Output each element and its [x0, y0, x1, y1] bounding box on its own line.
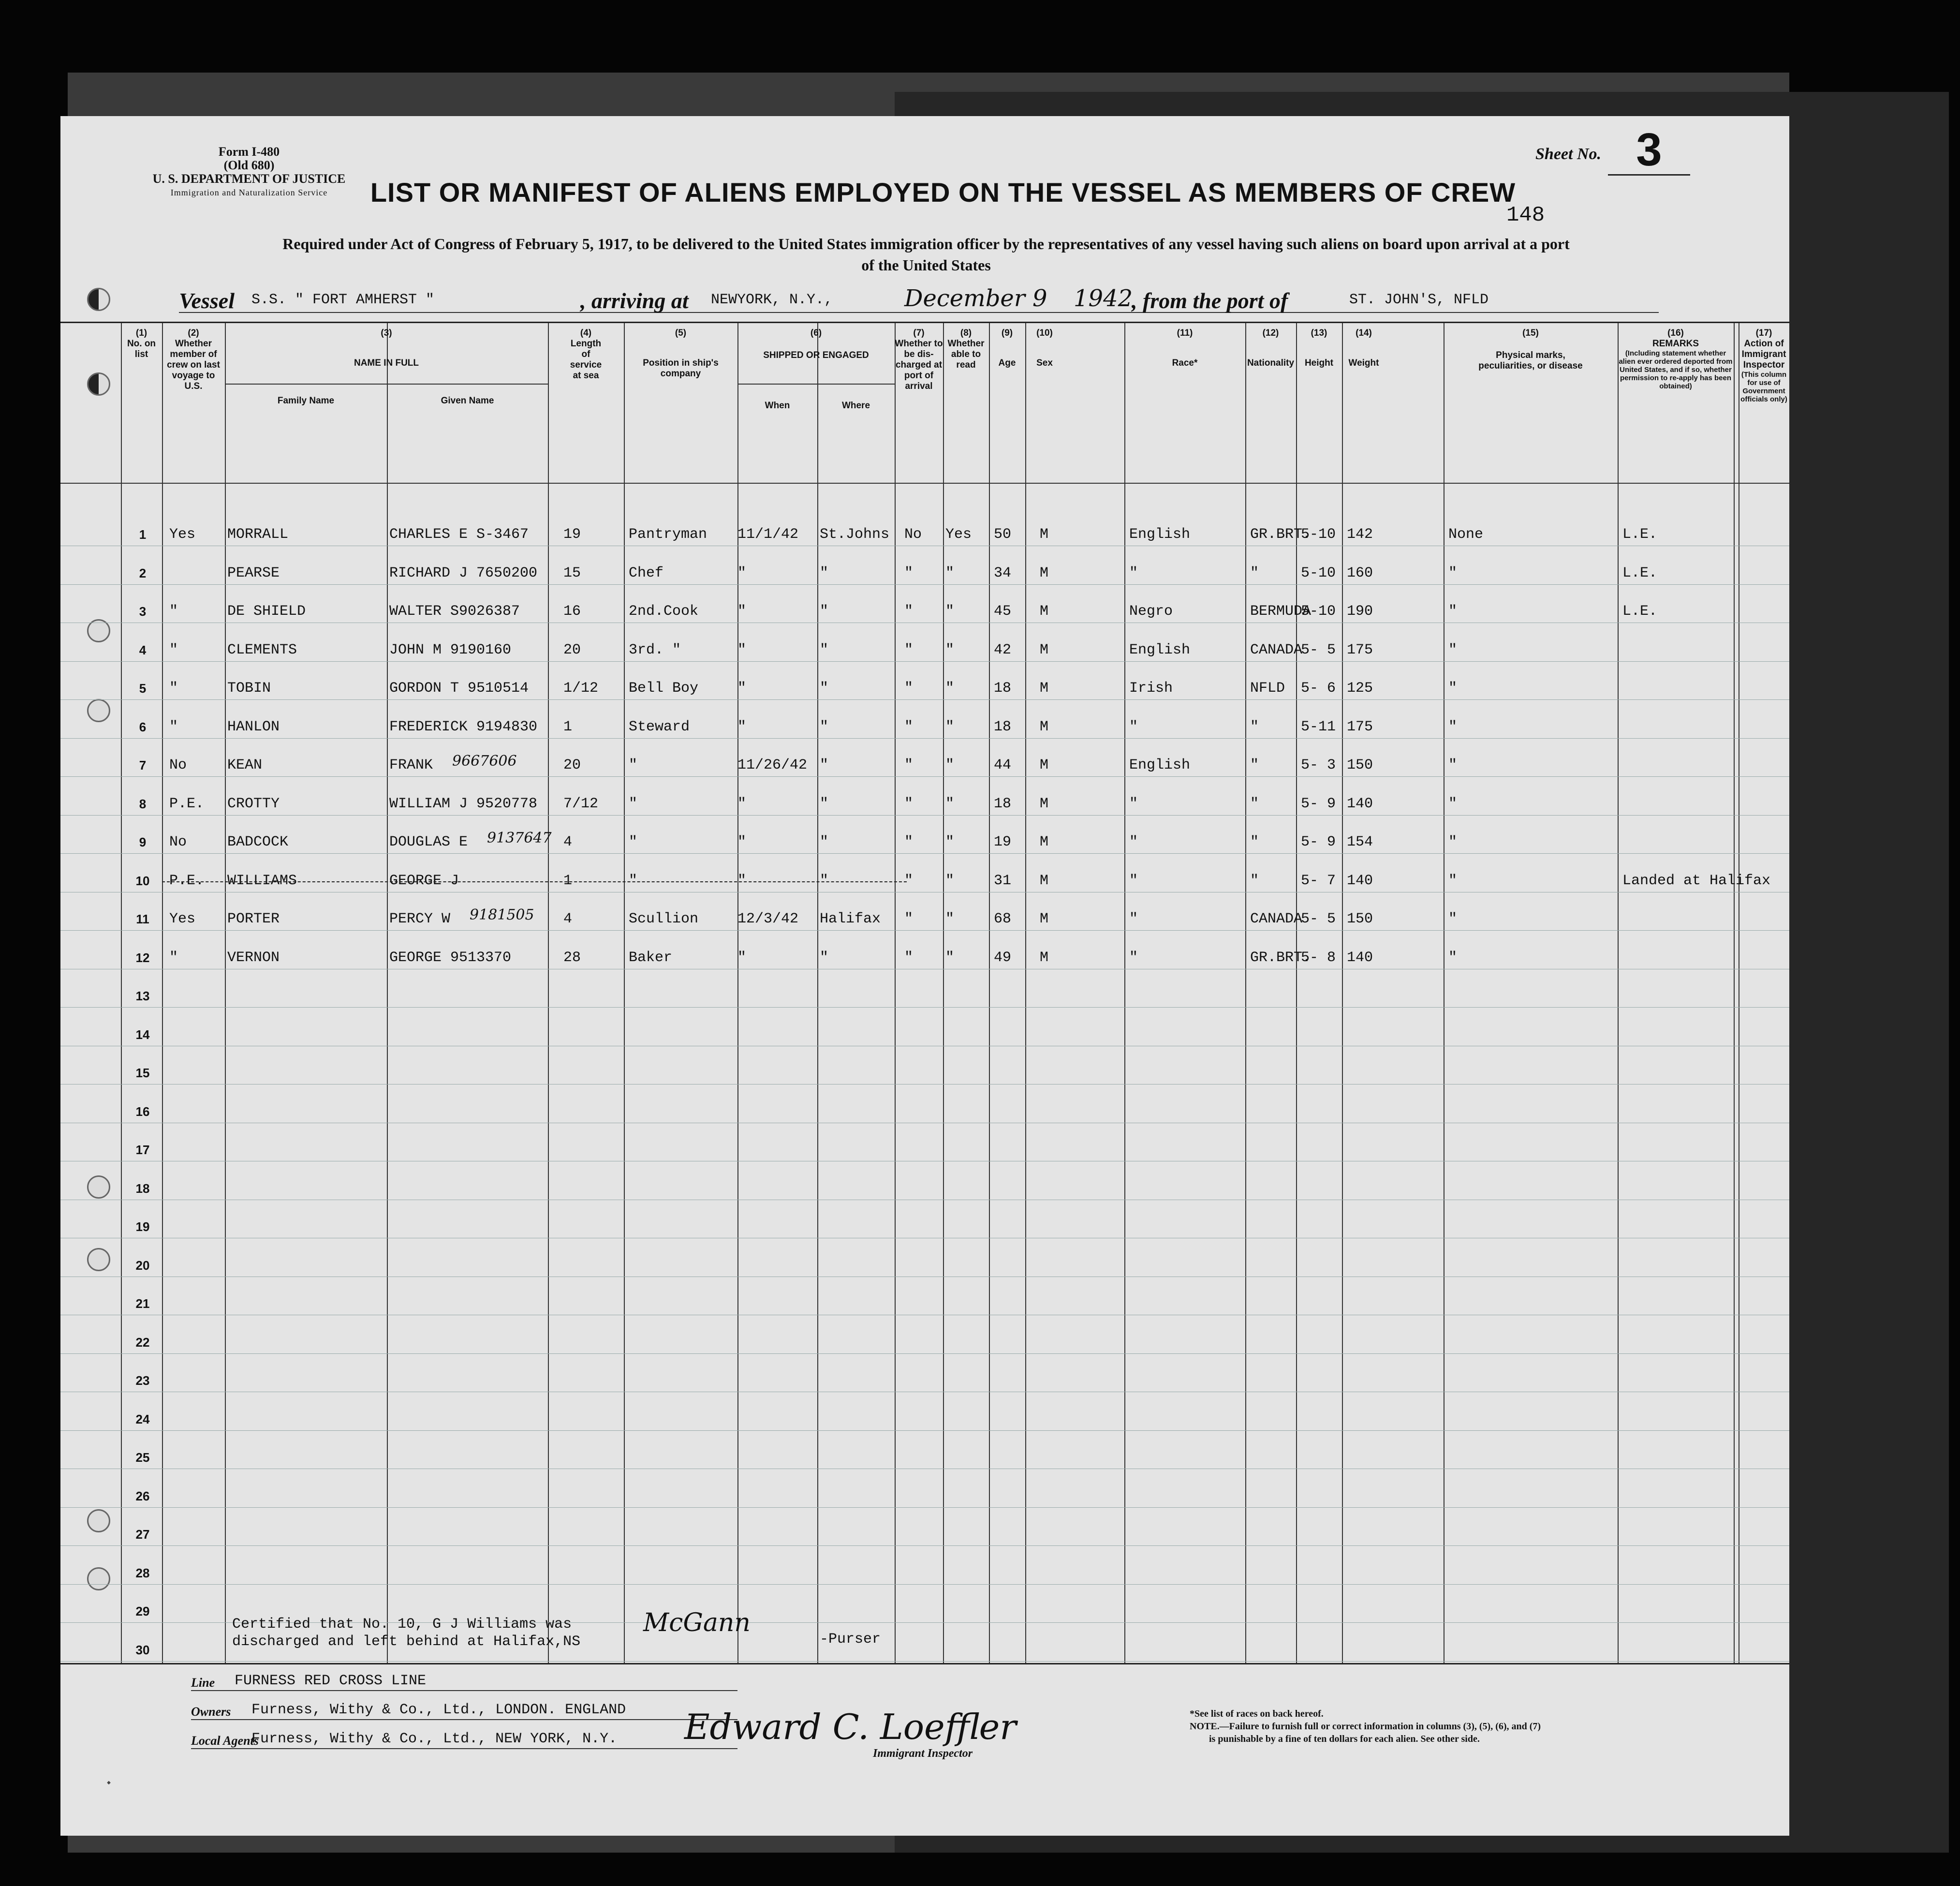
cell-where: "	[820, 795, 829, 812]
cell-nationality: "	[1250, 757, 1259, 773]
cell-discharged: "	[904, 680, 914, 697]
cell-given: GEORGE J	[389, 872, 459, 889]
arrival-month-day: December 9	[904, 285, 1047, 312]
cell-height: 5-11	[1301, 718, 1336, 735]
cell-discharged: "	[904, 949, 914, 966]
cell-position: Pantryman	[629, 526, 707, 543]
cell-read: "	[945, 834, 955, 850]
form-old-number: (Old 680)	[223, 158, 275, 172]
cell-height: 5-10	[1301, 603, 1336, 620]
cell-sex: M	[1040, 641, 1049, 658]
cell-height: 5-10	[1301, 564, 1336, 581]
cell-nationality: CANADA	[1250, 641, 1303, 658]
certification-text	[232, 1616, 580, 1650]
row-number: 26	[135, 1488, 150, 1503]
cell-age: 44	[994, 757, 1012, 773]
cell-age: 49	[994, 949, 1012, 966]
cell-family: TOBIN	[227, 680, 271, 697]
cell-discharged: "	[904, 795, 914, 812]
form-number: Form I-480	[218, 145, 280, 159]
col-header-where: Where	[841, 401, 870, 411]
cell-where: "	[820, 564, 829, 581]
cell-where: "	[820, 718, 829, 735]
cell-last-voyage: "	[169, 680, 178, 697]
cell-remarks: L.E.	[1622, 603, 1658, 620]
cell-remarks: L.E.	[1622, 526, 1658, 543]
cell-last-voyage: "	[169, 949, 178, 966]
cell-read: "	[945, 757, 955, 773]
cell-position: "	[629, 795, 638, 812]
cell-last-voyage: P.E.	[169, 872, 205, 889]
cell-read: "	[945, 718, 955, 735]
cell-service: 16	[563, 603, 581, 620]
cell-weight: 175	[1347, 718, 1373, 735]
cell-when: 11/26/42	[737, 757, 808, 773]
crew-table	[60, 322, 1789, 1664]
cell-family: CLEMENTS	[227, 641, 297, 658]
row-number: 25	[135, 1450, 150, 1465]
row-number: 24	[135, 1411, 150, 1426]
cell-service: 1	[563, 718, 573, 735]
cell-marks: "	[1448, 603, 1458, 620]
row-number: 29	[135, 1604, 150, 1619]
cell-marks: "	[1448, 757, 1458, 773]
cell-discharged: "	[904, 872, 914, 889]
cell-nationality: "	[1250, 795, 1259, 812]
cell-when: "	[737, 603, 747, 620]
cell-sex: M	[1040, 911, 1049, 927]
inspector-signature: Edward C. Loeffler	[684, 1707, 1017, 1747]
cell-nationality: NFLD	[1250, 680, 1285, 697]
cell-race: "	[1129, 564, 1138, 581]
cell-given: FRANK	[389, 757, 433, 773]
col-header-7: (7) Whether to be dis- charged at port of arrival	[895, 328, 943, 391]
cell-discharged: "	[904, 718, 914, 735]
cell-family: BADCOCK	[227, 834, 289, 850]
cell-sex: M	[1040, 949, 1049, 966]
arrival-year: 1942	[1074, 285, 1133, 312]
cell-nationality: BERMUDA	[1250, 603, 1312, 620]
cell-height: 5- 8	[1301, 949, 1336, 966]
cell-given: DOUGLAS E	[389, 834, 468, 850]
cell-discharged: "	[904, 834, 914, 850]
col-header-9: (9) Age	[998, 328, 1016, 368]
cell-read: "	[945, 911, 955, 927]
cell-age: 18	[994, 680, 1012, 697]
cell-race: English	[1129, 526, 1191, 543]
cell-sex: M	[1040, 872, 1049, 889]
cell-age: 18	[994, 795, 1012, 812]
row-number: 22	[135, 1335, 150, 1350]
col-header-10: (10) Sex	[1036, 328, 1053, 368]
cell-sex: M	[1040, 757, 1049, 773]
row-number: 11	[136, 912, 149, 926]
row-number: 16	[135, 1104, 150, 1119]
cell-where: "	[820, 834, 829, 850]
cell-discharged: No	[904, 526, 922, 543]
cell-given-handwritten-number: 9667606	[452, 753, 517, 770]
cell-last-voyage: P.E.	[169, 795, 205, 812]
cell-service: 20	[563, 641, 581, 658]
row-number: 28	[135, 1565, 150, 1580]
cell-weight: 140	[1347, 949, 1373, 966]
cell-given: PERCY W	[389, 911, 451, 927]
cell-family: DE SHIELD	[227, 603, 306, 620]
arriving-port: NEWYORK, N.Y.,	[711, 292, 833, 308]
punch-hole	[87, 288, 110, 311]
cell-when: "	[737, 718, 747, 735]
cell-race: English	[1129, 757, 1191, 773]
cell-read: "	[945, 641, 955, 658]
row-number: 30	[135, 1642, 150, 1657]
service-name: Immigration and Naturalization Service	[170, 188, 328, 197]
col-header-8: (8) Whether able to read	[947, 328, 985, 370]
cell-last-voyage: "	[169, 603, 178, 620]
cell-read: "	[945, 872, 955, 889]
cell-sex: M	[1040, 564, 1049, 581]
local-agents-field: Local Agents Furness, Withy & Co., Ltd., NEW YORK, N.Y.	[191, 1727, 737, 1749]
col-header-family-name: Family Name	[277, 396, 335, 406]
cell-service: 7/12	[563, 795, 599, 812]
cell-marks: "	[1448, 680, 1458, 697]
cell-discharged: "	[904, 564, 914, 581]
cell-discharged: "	[904, 911, 914, 927]
cell-given: FREDERICK 9194830	[389, 718, 538, 735]
row-number: 3	[139, 604, 147, 619]
col-header-when: When	[765, 401, 790, 411]
inspector-label: Immigrant Inspector	[873, 1747, 973, 1760]
row-number: 13	[135, 989, 150, 1003]
row-number: 1	[139, 527, 147, 542]
cell-marks: "	[1448, 795, 1458, 812]
cell-given: RICHARD J 7650200	[389, 564, 538, 581]
cell-weight: 160	[1347, 564, 1373, 581]
cell-where: "	[820, 757, 829, 773]
subtitle-line-2: of the United States	[861, 256, 991, 274]
cell-nationality: "	[1250, 834, 1259, 850]
cell-nationality: GR.BRT.	[1250, 949, 1312, 966]
cell-race: Irish	[1129, 680, 1173, 697]
cell-weight: 175	[1347, 641, 1373, 658]
cell-position: Bell Boy	[629, 680, 699, 697]
cell-given: WILLIAM J 9520778	[389, 795, 538, 812]
col-header-3: (3) NAME IN FULL	[354, 328, 419, 368]
cell-race: "	[1129, 718, 1138, 735]
cell-where: "	[820, 641, 829, 658]
cell-race: "	[1129, 949, 1138, 966]
cell-given: CHARLES E S-3467	[389, 526, 529, 543]
row-number: 12	[135, 950, 150, 965]
cell-marks: "	[1448, 718, 1458, 735]
cell-marks: "	[1448, 872, 1458, 889]
row-number: 21	[135, 1296, 150, 1311]
cell-service: 4	[563, 834, 573, 850]
cell-given-handwritten-number: 9181505	[470, 906, 534, 923]
row-number: 2	[139, 565, 147, 580]
cell-sex: M	[1040, 526, 1049, 543]
cell-family: MORRALL	[227, 526, 289, 543]
cell-weight: 150	[1347, 911, 1373, 927]
cell-weight: 150	[1347, 757, 1373, 773]
purser-label: -Purser	[820, 1631, 881, 1648]
cell-service: 4	[563, 911, 573, 927]
cell-height: 5- 9	[1301, 834, 1336, 850]
cell-weight: 125	[1347, 680, 1373, 697]
cell-sex: M	[1040, 718, 1049, 735]
col-header-5: (5) Position in ship's company	[643, 328, 719, 379]
cell-when: "	[737, 680, 747, 697]
cell-discharged: "	[904, 641, 914, 658]
footnote: *See list of races on back hereof. NOTE.—Failure to furnish full or correct information in columns (3), (5), (6), and (7) is punishable by a fine of ten dollars for each alien. See other side.	[1190, 1708, 1541, 1744]
cell-when: "	[737, 795, 747, 812]
cell-sex: M	[1040, 834, 1049, 850]
cell-marks: "	[1448, 641, 1458, 658]
col-header-16: (16) REMARKS (Including statement whether alien ever ordered deported from United States, and if so, whether permission to re-apply has been obtained)	[1619, 328, 1733, 390]
cell-family: HANLON	[227, 718, 280, 735]
cell-age: 31	[994, 872, 1012, 889]
cell-last-voyage: No	[169, 757, 187, 773]
cell-age: 18	[994, 718, 1012, 735]
col-header-15: (15) Physical marks, peculiarities, or disease	[1478, 328, 1583, 371]
department-name: U. S. DEPARTMENT OF JUSTICE	[152, 172, 346, 186]
sheet-number: 3	[1608, 126, 1690, 176]
row-number: 20	[135, 1258, 150, 1273]
cell-nationality: "	[1250, 564, 1259, 581]
cell-family: PEARSE	[227, 564, 280, 581]
row-number: 8	[139, 796, 147, 811]
cell-read: "	[945, 680, 955, 697]
cell-service: 19	[563, 526, 581, 543]
cell-position: "	[629, 834, 638, 850]
from-port-label: , from the port of	[1132, 288, 1288, 313]
row-number: 19	[135, 1219, 150, 1234]
cell-weight: 190	[1347, 603, 1373, 620]
cell-position: Scullion	[629, 911, 699, 927]
cell-remarks: L.E.	[1622, 564, 1658, 581]
cell-age: 68	[994, 911, 1012, 927]
cell-when: 11/1/42	[737, 526, 799, 543]
cell-position: Baker	[629, 949, 673, 966]
cell-position: "	[629, 757, 638, 773]
row-number: 15	[135, 1066, 150, 1080]
col-header-given-name: Given Name	[441, 396, 494, 406]
cell-position: Steward	[629, 718, 690, 735]
cell-remarks: Landed at Halifax	[1622, 872, 1771, 889]
cell-when: "	[737, 641, 747, 658]
cell-read: "	[945, 603, 955, 620]
cell-height: 5- 9	[1301, 795, 1336, 812]
cell-family: VERNON	[227, 949, 280, 966]
cell-service: 28	[563, 949, 581, 966]
row-number: 27	[135, 1527, 150, 1542]
vessel-line	[179, 285, 1659, 313]
cell-age: 50	[994, 526, 1012, 543]
cell-family: KEAN	[227, 757, 263, 773]
cell-family: PORTER	[227, 911, 280, 927]
certification-line-1: Certified that No. 10, G J Williams was	[232, 1616, 572, 1633]
cell-sex: M	[1040, 680, 1049, 697]
cell-height: 5- 3	[1301, 757, 1336, 773]
manifest-page	[60, 116, 1789, 1836]
cell-service: 15	[563, 564, 581, 581]
cell-weight: 154	[1347, 834, 1373, 850]
cell-race: English	[1129, 641, 1191, 658]
cell-age: 34	[994, 564, 1012, 581]
cell-race: "	[1129, 834, 1138, 850]
cell-marks: "	[1448, 911, 1458, 927]
cell-weight: 142	[1347, 526, 1373, 543]
cell-read: "	[945, 795, 955, 812]
vessel-name: S.S. " FORT AMHERST "	[251, 292, 435, 308]
cell-given: GEORGE 9513370	[389, 949, 512, 966]
row-number: 14	[135, 1027, 150, 1042]
row-number: 4	[139, 642, 147, 657]
col-header-2: (2) Whether member of crew on last voyage to U.S.	[167, 328, 220, 391]
owners-field: Owners Furness, Withy & Co., Ltd., LONDON. ENGLAND	[191, 1698, 737, 1720]
cell-last-voyage: Yes	[169, 526, 196, 543]
cell-where: St.Johns	[820, 526, 890, 543]
printer-seal: ◆	[107, 1780, 111, 1785]
cell-where: "	[820, 949, 829, 966]
cell-when: 12/3/42	[737, 911, 799, 927]
cell-service: 1	[563, 872, 573, 889]
cell-marks: "	[1448, 834, 1458, 850]
subtitle-line-1: Required under Act of Congress of February 5, 1917, to be delivered to the United States immigration officer by the representatives of any vessel having such aliens on board upon arrival at a port	[282, 235, 1570, 252]
cell-given: GORDON T 9510514	[389, 680, 529, 697]
cell-discharged: "	[904, 757, 914, 773]
cell-family: CROTTY	[227, 795, 280, 812]
cell-where: "	[820, 680, 829, 697]
cell-nationality: "	[1250, 718, 1259, 735]
col-header-1: (1) No. on list	[127, 328, 156, 359]
row-number: 17	[135, 1143, 150, 1157]
cell-where: Halifax	[820, 911, 881, 927]
cell-read: Yes	[945, 526, 972, 543]
row-number: 5	[139, 681, 147, 696]
vessel-label: Vessel	[179, 288, 235, 313]
cell-given: WALTER S9026387	[389, 603, 520, 620]
row-number: 10	[135, 873, 150, 888]
cell-nationality: GR.BRT.	[1250, 526, 1312, 543]
cell-last-voyage: No	[169, 834, 187, 850]
page-title: LIST OR MANIFEST OF ALIENS EMPLOYED ON THE VESSEL AS MEMBERS OF CREW	[370, 177, 1516, 208]
cell-when: "	[737, 834, 747, 850]
col-header-17: (17) Action of Immigrant Inspector (This column for use of Government officials only)	[1740, 328, 1787, 403]
cell-race: "	[1129, 872, 1138, 889]
cell-when: "	[737, 564, 747, 581]
cell-marks: "	[1448, 564, 1458, 581]
col-header-13: (13) Height	[1304, 328, 1334, 368]
from-port: ST. JOHN'S, NFLD	[1349, 292, 1489, 308]
purser-signature: McGann	[643, 1608, 751, 1637]
cell-given: JOHN M 9190160	[389, 641, 512, 658]
cell-service: 1/12	[563, 680, 599, 697]
cell-height: 5- 5	[1301, 911, 1336, 927]
cell-when: "	[737, 949, 747, 966]
cell-marks: None	[1448, 526, 1484, 543]
cell-race: "	[1129, 795, 1138, 812]
cell-marks: "	[1448, 949, 1458, 966]
cell-last-voyage: "	[169, 718, 178, 735]
row-number: 23	[135, 1373, 150, 1388]
cell-family: WILLIAMS	[227, 872, 297, 889]
cell-nationality: "	[1250, 872, 1259, 889]
cell-read: "	[945, 564, 955, 581]
col-header-12: (12) Nationality	[1247, 328, 1295, 368]
cell-height: 5- 7	[1301, 872, 1336, 889]
cell-read: "	[945, 949, 955, 966]
cell-nationality: CANADA	[1250, 911, 1303, 927]
cell-height: 5-10	[1301, 526, 1336, 543]
page-subtitle	[186, 233, 1666, 276]
cell-age: 42	[994, 641, 1012, 658]
col-header-6: (6) SHIPPED OR ENGAGED	[763, 328, 869, 360]
col-header-11: (11) Race*	[1172, 328, 1198, 368]
cell-weight: 140	[1347, 795, 1373, 812]
cell-given-handwritten-number: 9137647	[487, 830, 552, 846]
certification-line-2: discharged and left behind at Halifax,NS	[232, 1634, 581, 1650]
cell-height: 5- 5	[1301, 641, 1336, 658]
cell-age: 45	[994, 603, 1012, 620]
cell-when: "	[737, 872, 747, 889]
cell-position: Chef	[629, 564, 664, 581]
cell-sex: M	[1040, 603, 1049, 620]
cell-where: "	[820, 603, 829, 620]
cell-position: 2nd.Cook	[629, 603, 699, 620]
cell-position: 3rd. "	[629, 641, 681, 658]
cell-service: 20	[563, 757, 581, 773]
line-field: Line FURNESS RED CROSS LINE	[191, 1669, 737, 1691]
cell-height: 5- 6	[1301, 680, 1336, 697]
row-number: 6	[139, 719, 147, 734]
cell-race: Negro	[1129, 603, 1173, 620]
arriving-label: , arriving at	[580, 288, 689, 313]
stamp-number: 148	[1506, 203, 1545, 227]
cell-age: 19	[994, 834, 1012, 850]
cell-last-voyage: Yes	[169, 911, 196, 927]
row-number: 7	[139, 758, 147, 772]
cell-weight: 140	[1347, 872, 1373, 889]
strike-through-line	[162, 881, 907, 882]
cell-where: "	[820, 872, 829, 889]
row-number: 18	[135, 1181, 150, 1196]
sheet-label: Sheet No.	[1535, 145, 1601, 163]
row-number: 9	[139, 835, 147, 849]
cell-discharged: "	[904, 603, 914, 620]
cell-sex: M	[1040, 795, 1049, 812]
col-header-4: (4) Length of service at sea	[570, 328, 602, 381]
col-header-14: (14) Weight	[1348, 328, 1379, 368]
cell-race: "	[1129, 911, 1138, 927]
cell-last-voyage: "	[169, 641, 178, 658]
cell-position: "	[629, 872, 638, 889]
